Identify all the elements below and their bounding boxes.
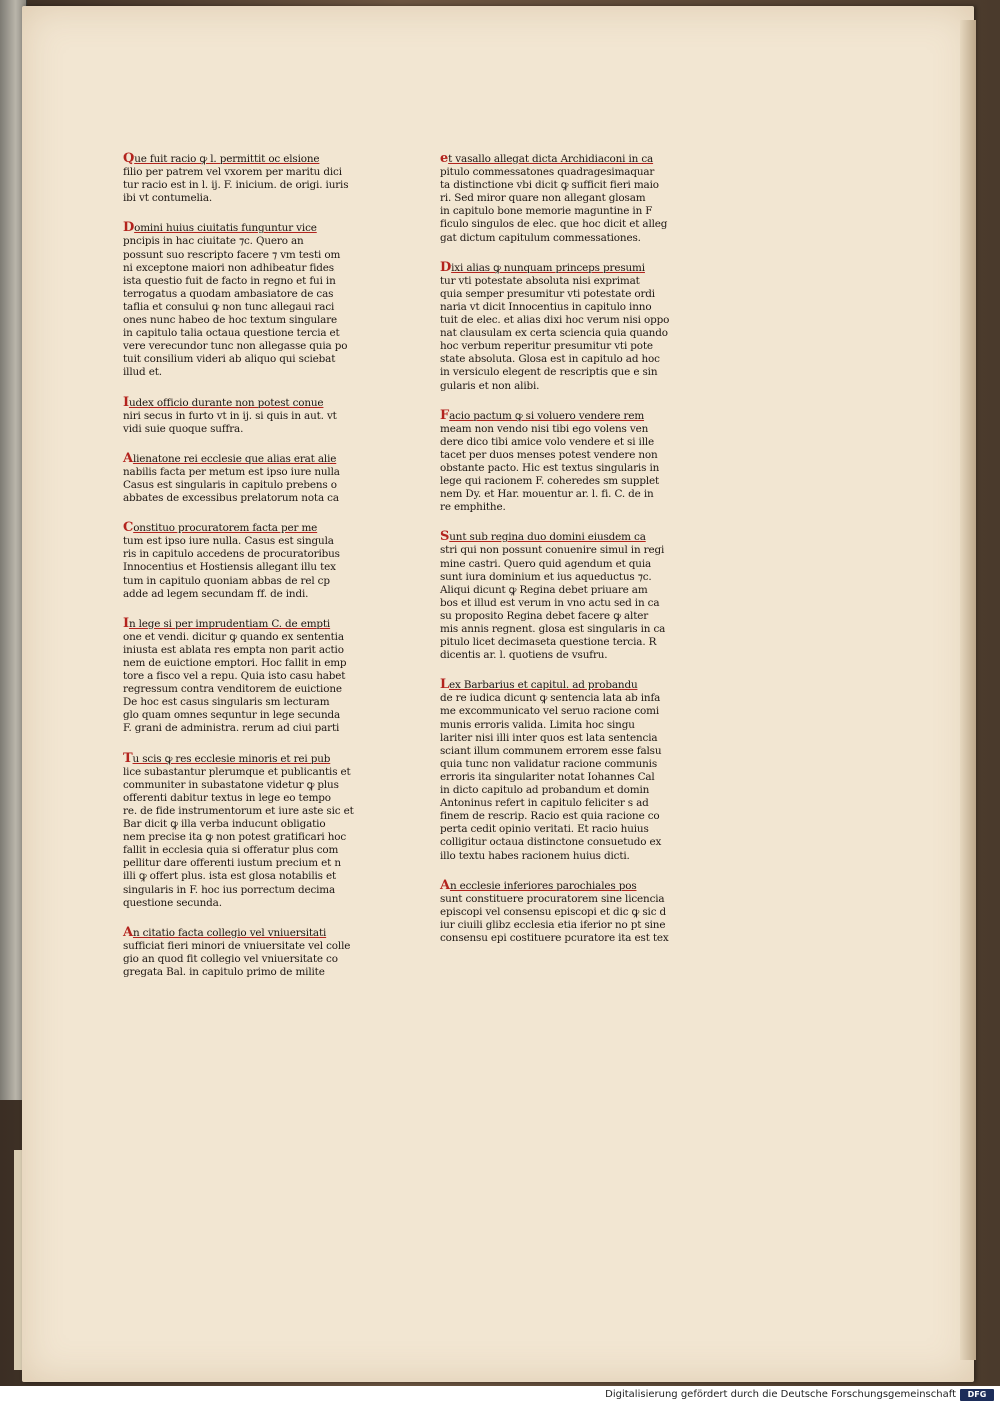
- text-line: re emphithe.: [440, 501, 506, 514]
- underlined-incipit: unt sub regina duo domini eiusdem ca: [449, 531, 646, 544]
- footer-bar: [0, 1386, 1000, 1405]
- text-line: perta cedit opinio veritati. Et racio huius: [440, 823, 649, 836]
- text-line: questione secunda.: [123, 896, 222, 909]
- text-line: su proposito Regina debet facere ꝙ alter: [440, 609, 649, 622]
- text-line: abbates de excessibus prelatorum nota ca: [123, 492, 339, 505]
- text-line: illud et.: [123, 366, 162, 379]
- paragraph: [123, 752, 373, 910]
- text-line: stri qui non possunt conuenire simul in regi: [440, 544, 665, 557]
- right-text-column: [440, 152, 690, 961]
- rubricated-initial: I: [123, 615, 129, 631]
- paragraph: [123, 396, 373, 436]
- text-line: ibi vt contumelia.: [123, 192, 213, 205]
- text-line: vere verecundor tunc non allegasse quia po: [123, 340, 348, 353]
- text-line: tum in capitulo quoniam abbas de rel cp: [123, 574, 330, 587]
- rubricated-initial: D: [440, 259, 452, 275]
- text-line: nem precise ita ꝙ non potest gratificari hoc: [123, 831, 347, 844]
- text-line: gregata Bal. in capitulo primo de milite: [123, 965, 325, 978]
- text-line: F. grani de administra. rerum ad ciui parti: [123, 722, 340, 735]
- rubricated-initial: S: [440, 529, 450, 545]
- text-line: glo quam omnes sequntur in lege secunda: [123, 709, 341, 722]
- text-line: tum est ipso iure nulla. Casus est singula: [123, 535, 334, 548]
- rubricated-initial: T: [123, 750, 133, 766]
- text-line: episcopi vel consensu episcopi et dic ꝙ sic d: [440, 905, 667, 918]
- paragraph: [123, 452, 373, 505]
- text-line: re. de fide instrumentorum et iure aste sic et: [123, 804, 354, 817]
- text-line: tur vti potestate absoluta nisi exprimat: [440, 274, 640, 287]
- text-line: ista questio fuit de facto in regno et fui in: [123, 274, 336, 287]
- text-line: terrogatus a quodam ambasiatore de cas: [123, 287, 334, 300]
- text-line: [440, 879, 690, 893]
- text-line: sunt constituere procuratorem sine licencia: [440, 892, 665, 905]
- text-line: [123, 452, 373, 466]
- text-line: pitulo licet decimaseta questione tercia. R: [440, 636, 657, 649]
- underlined-incipit: ixi alias ꝙ nunquam princeps presumi: [451, 261, 645, 274]
- paragraph: [440, 678, 690, 862]
- rubricated-initial: e: [440, 151, 449, 166]
- text-line: bos et illud est verum in vno actu sed in ca: [440, 596, 660, 609]
- text-line: [123, 617, 373, 631]
- funding-credit: Digitalisierung gefördert durch die Deutsche Forschungsgemeinschaft: [605, 1389, 956, 1400]
- dfg-logo: DFG: [960, 1389, 994, 1401]
- text-line: finem de rescrip. Racio est quia racione co: [440, 810, 660, 823]
- rubricated-initial: C: [123, 520, 134, 536]
- text-line: vidi suie quoque suffra.: [123, 422, 244, 435]
- paragraph: [123, 926, 373, 979]
- text-line: ta distinctione vbi dicit ꝙ sufficit fieri maio: [440, 179, 659, 192]
- text-line: in dicto capitulo ad probandum et domin: [440, 784, 650, 797]
- rubricated-initial: A: [123, 924, 133, 940]
- text-line: sufficiat fieri minori de vniuersitate vel colle: [123, 939, 351, 952]
- text-line: ris in capitulo accedens de procuratoribus: [123, 548, 340, 561]
- text-line: [123, 926, 373, 940]
- text-line: tur racio est in l. ij. F. inicium. de origi. iuris: [123, 179, 349, 192]
- rubricated-initial: A: [440, 877, 450, 893]
- text-line: tore a fisco vel a repu. Quia isto casu habet: [123, 670, 346, 683]
- text-line: tuit de elec. et alias dixi hoc verum nisi oppo: [440, 314, 670, 327]
- paragraph: [123, 152, 373, 205]
- text-line: dicentis ar. l. quotiens de vsufru.: [440, 649, 608, 662]
- text-line: niri secus in furto vt in ij. si quis in aut. vt: [123, 409, 337, 422]
- paragraph: [440, 879, 690, 945]
- text-line: [123, 152, 373, 166]
- text-line: [440, 678, 690, 692]
- text-line: [123, 752, 373, 766]
- paragraph: [440, 409, 690, 515]
- text-line: [123, 221, 373, 235]
- text-line: sciant illum communem errorem esse falsu: [440, 744, 662, 757]
- text-line: filio per patrem vel vxorem per maritu dici: [123, 166, 342, 179]
- underlined-incipit: n citatio facta collegio vel vniuersitati: [132, 926, 327, 939]
- text-line: ni exceptone maiori non adhibeatur fides: [123, 261, 334, 274]
- text-line: naria vt dicit Innocentius in capitulo inno: [440, 300, 652, 313]
- paragraph: [123, 617, 373, 736]
- text-line: tacet per duos menses potest vendere non: [440, 448, 658, 461]
- rubricated-initial: A: [123, 450, 133, 466]
- text-line: me excommunicato vel seruo racione comi: [440, 705, 659, 718]
- text-line: colligitur octaua distinctone consuetudo ex: [440, 836, 662, 849]
- underlined-incipit: acio pactum ꝙ si voluero vendere rem: [449, 409, 645, 422]
- underlined-incipit: onstituo procuratorem facta per me: [133, 522, 318, 535]
- paragraph: [440, 261, 690, 393]
- text-line: [123, 396, 373, 410]
- text-line: [440, 152, 690, 166]
- text-line: communiter in subastatone videtur ꝙ plus: [123, 778, 339, 791]
- underlined-incipit: lienatone rei ecclesie que alias erat alie: [132, 452, 337, 465]
- text-line: ri. Sed miror quare non allegant glosam: [440, 192, 646, 205]
- text-line: lege qui racionem F. coheredes sm supplet: [440, 475, 660, 488]
- text-line: [123, 521, 373, 535]
- text-line: [440, 409, 690, 423]
- text-line: in versiculo elegent de rescriptis que e sin: [440, 366, 658, 379]
- rubricated-initial: Q: [123, 151, 135, 166]
- text-line: dere dico tibi amice volo vendere et si ille: [440, 435, 655, 448]
- text-line: quia semper presumitur vti potestate ordi: [440, 287, 655, 300]
- text-line: ones nunc habeo de hoc textum singulare: [123, 314, 338, 327]
- text-line: mis annis regnent. glosa est singularis in ca: [440, 623, 666, 635]
- page-edge: [960, 20, 976, 1360]
- text-line: nem de euictione emptori. Hoc fallit in emp: [123, 657, 347, 669]
- text-line: regressum contra venditorem de euictione: [123, 683, 342, 696]
- text-line: munis erroris valida. Limita hoc singu: [440, 718, 635, 731]
- text-line: nem Dy. et Har. mouentur ar. l. fi. C. de in: [440, 488, 654, 501]
- text-line: state absoluta. Glosa est in capitulo ad hoc: [440, 353, 660, 366]
- text-line: obstante pacto. Hic est textus singularis in: [440, 461, 660, 474]
- left-text-column: [123, 152, 373, 995]
- text-line: possunt suo rescripto facere ⁊ vm testi om: [123, 248, 341, 261]
- text-line: Casus est singularis in capitulo prebens o: [123, 478, 337, 491]
- text-line: Aliqui dicunt ꝙ Regina debet priuare am: [440, 583, 648, 596]
- underlined-incipit: udex officio durante non potest conue: [128, 396, 324, 409]
- underlined-incipit: n ecclesie inferiores parochiales pos: [449, 879, 637, 892]
- text-line: gat dictum capitulum commessationes.: [440, 231, 641, 244]
- underlined-incipit: n lege si per imprudentiam C. de empti: [128, 617, 331, 630]
- underlined-incipit: u scis ꝙ res ecclesie minoris et rei pub: [132, 752, 331, 765]
- text-line: lice subastantur plerumque et publicantis et: [123, 765, 351, 778]
- text-line: pncipis in hac ciuitate ⁊c. Quero an: [123, 235, 304, 248]
- paragraph: [440, 152, 690, 245]
- paragraph: [123, 521, 373, 601]
- text-line: De hoc est casus singularis sm lecturam: [123, 696, 330, 709]
- text-line: in capitulo bone memorie maguntine in F: [440, 205, 653, 218]
- text-line: pitulo commessatones quadragesimaquar: [440, 166, 655, 179]
- text-line: illi ꝙ offert plus. ista est glosa notabilis et: [123, 870, 337, 883]
- text-line: tuit consilium videri ab aliquo qui sciebat: [123, 353, 336, 366]
- underlined-incipit: ex Barbarius et capitul. ad probandu: [449, 679, 638, 692]
- text-line: consensu epi costituere pcuratore ita est tex: [440, 931, 669, 944]
- text-line: [440, 530, 690, 544]
- text-line: in capitulo talia octaua questione tercia et: [123, 327, 340, 340]
- text-line: lariter nisi illi inter quos est lata sentencia: [440, 731, 658, 744]
- text-line: hoc verbum reperitur presumitur vti pote: [440, 340, 653, 353]
- text-line: iniusta est ablata res empta non parit actio: [123, 643, 344, 656]
- text-line: nabilis facta per metum est ipso iure nulla: [123, 465, 340, 478]
- text-line: illo textu habes racionem huius dicti.: [440, 849, 630, 862]
- text-line: taflia et consului ꝙ non tunc allegaui raci: [123, 300, 335, 313]
- text-line: fallit in ecclesia quia si offeratur plus com: [123, 844, 339, 857]
- paragraph: [440, 530, 690, 662]
- text-line: offerenti dabitur textus in lege eo tempo: [123, 791, 331, 804]
- underlined-incipit: ue fuit racio ꝙ l. permittit oc elsione: [134, 153, 320, 165]
- rubricated-initial: I: [123, 394, 129, 410]
- text-line: adde ad legem secundam ff. de indi.: [123, 587, 309, 600]
- text-line: ficulo singulos de elec. que hoc dicit et alleg: [440, 218, 668, 231]
- text-line: singularis in F. hoc ius porrectum decima: [123, 883, 336, 896]
- text-line: [440, 261, 690, 275]
- text-line: Bar dicit ꝙ illa verba inducunt obligatio: [123, 818, 326, 831]
- underlined-incipit: omini huius ciuitatis funguntur vice: [134, 222, 317, 235]
- rubricated-initial: F: [440, 407, 450, 423]
- text-line: erroris ita singulariter notat Iohannes Cal: [440, 770, 655, 783]
- rubricated-initial: L: [440, 677, 449, 693]
- text-line: gio an quod fit collegio vel vniuersitate co: [123, 952, 338, 965]
- text-line: mine castri. Quero quid agendum et quia: [440, 557, 652, 570]
- text-line: Innocentius et Hostiensis allegant illu tex: [123, 561, 336, 574]
- text-line: one et vendi. dicitur ꝙ quando ex sententia: [123, 630, 344, 643]
- underlined-incipit: t vasallo allegat dicta Archidiaconi in ca: [448, 153, 654, 165]
- text-line: Antoninus refert in capitulo feliciter s ad: [440, 797, 649, 810]
- text-line: iur ciuili glibz ecclesia etia iferior no pt sine: [440, 918, 666, 931]
- text-line: nat clausulam ex certa sciencia quia quando: [440, 327, 668, 340]
- text-line: quia tunc non validatur racione communis: [440, 757, 658, 770]
- text-line: gularis et non alibi.: [440, 379, 540, 392]
- text-line: meam non vendo nisi tibi ego volens ven: [440, 422, 649, 435]
- paragraph: [123, 221, 373, 379]
- text-line: pellitur dare offerenti iustum precium et n: [123, 857, 341, 870]
- rubricated-initial: D: [123, 220, 135, 236]
- text-line: de re iudica dicunt ꝙ sentencia lata ab infa: [440, 692, 661, 705]
- text-line: sunt iura dominium et ius aqueductus ⁊c.: [440, 570, 652, 583]
